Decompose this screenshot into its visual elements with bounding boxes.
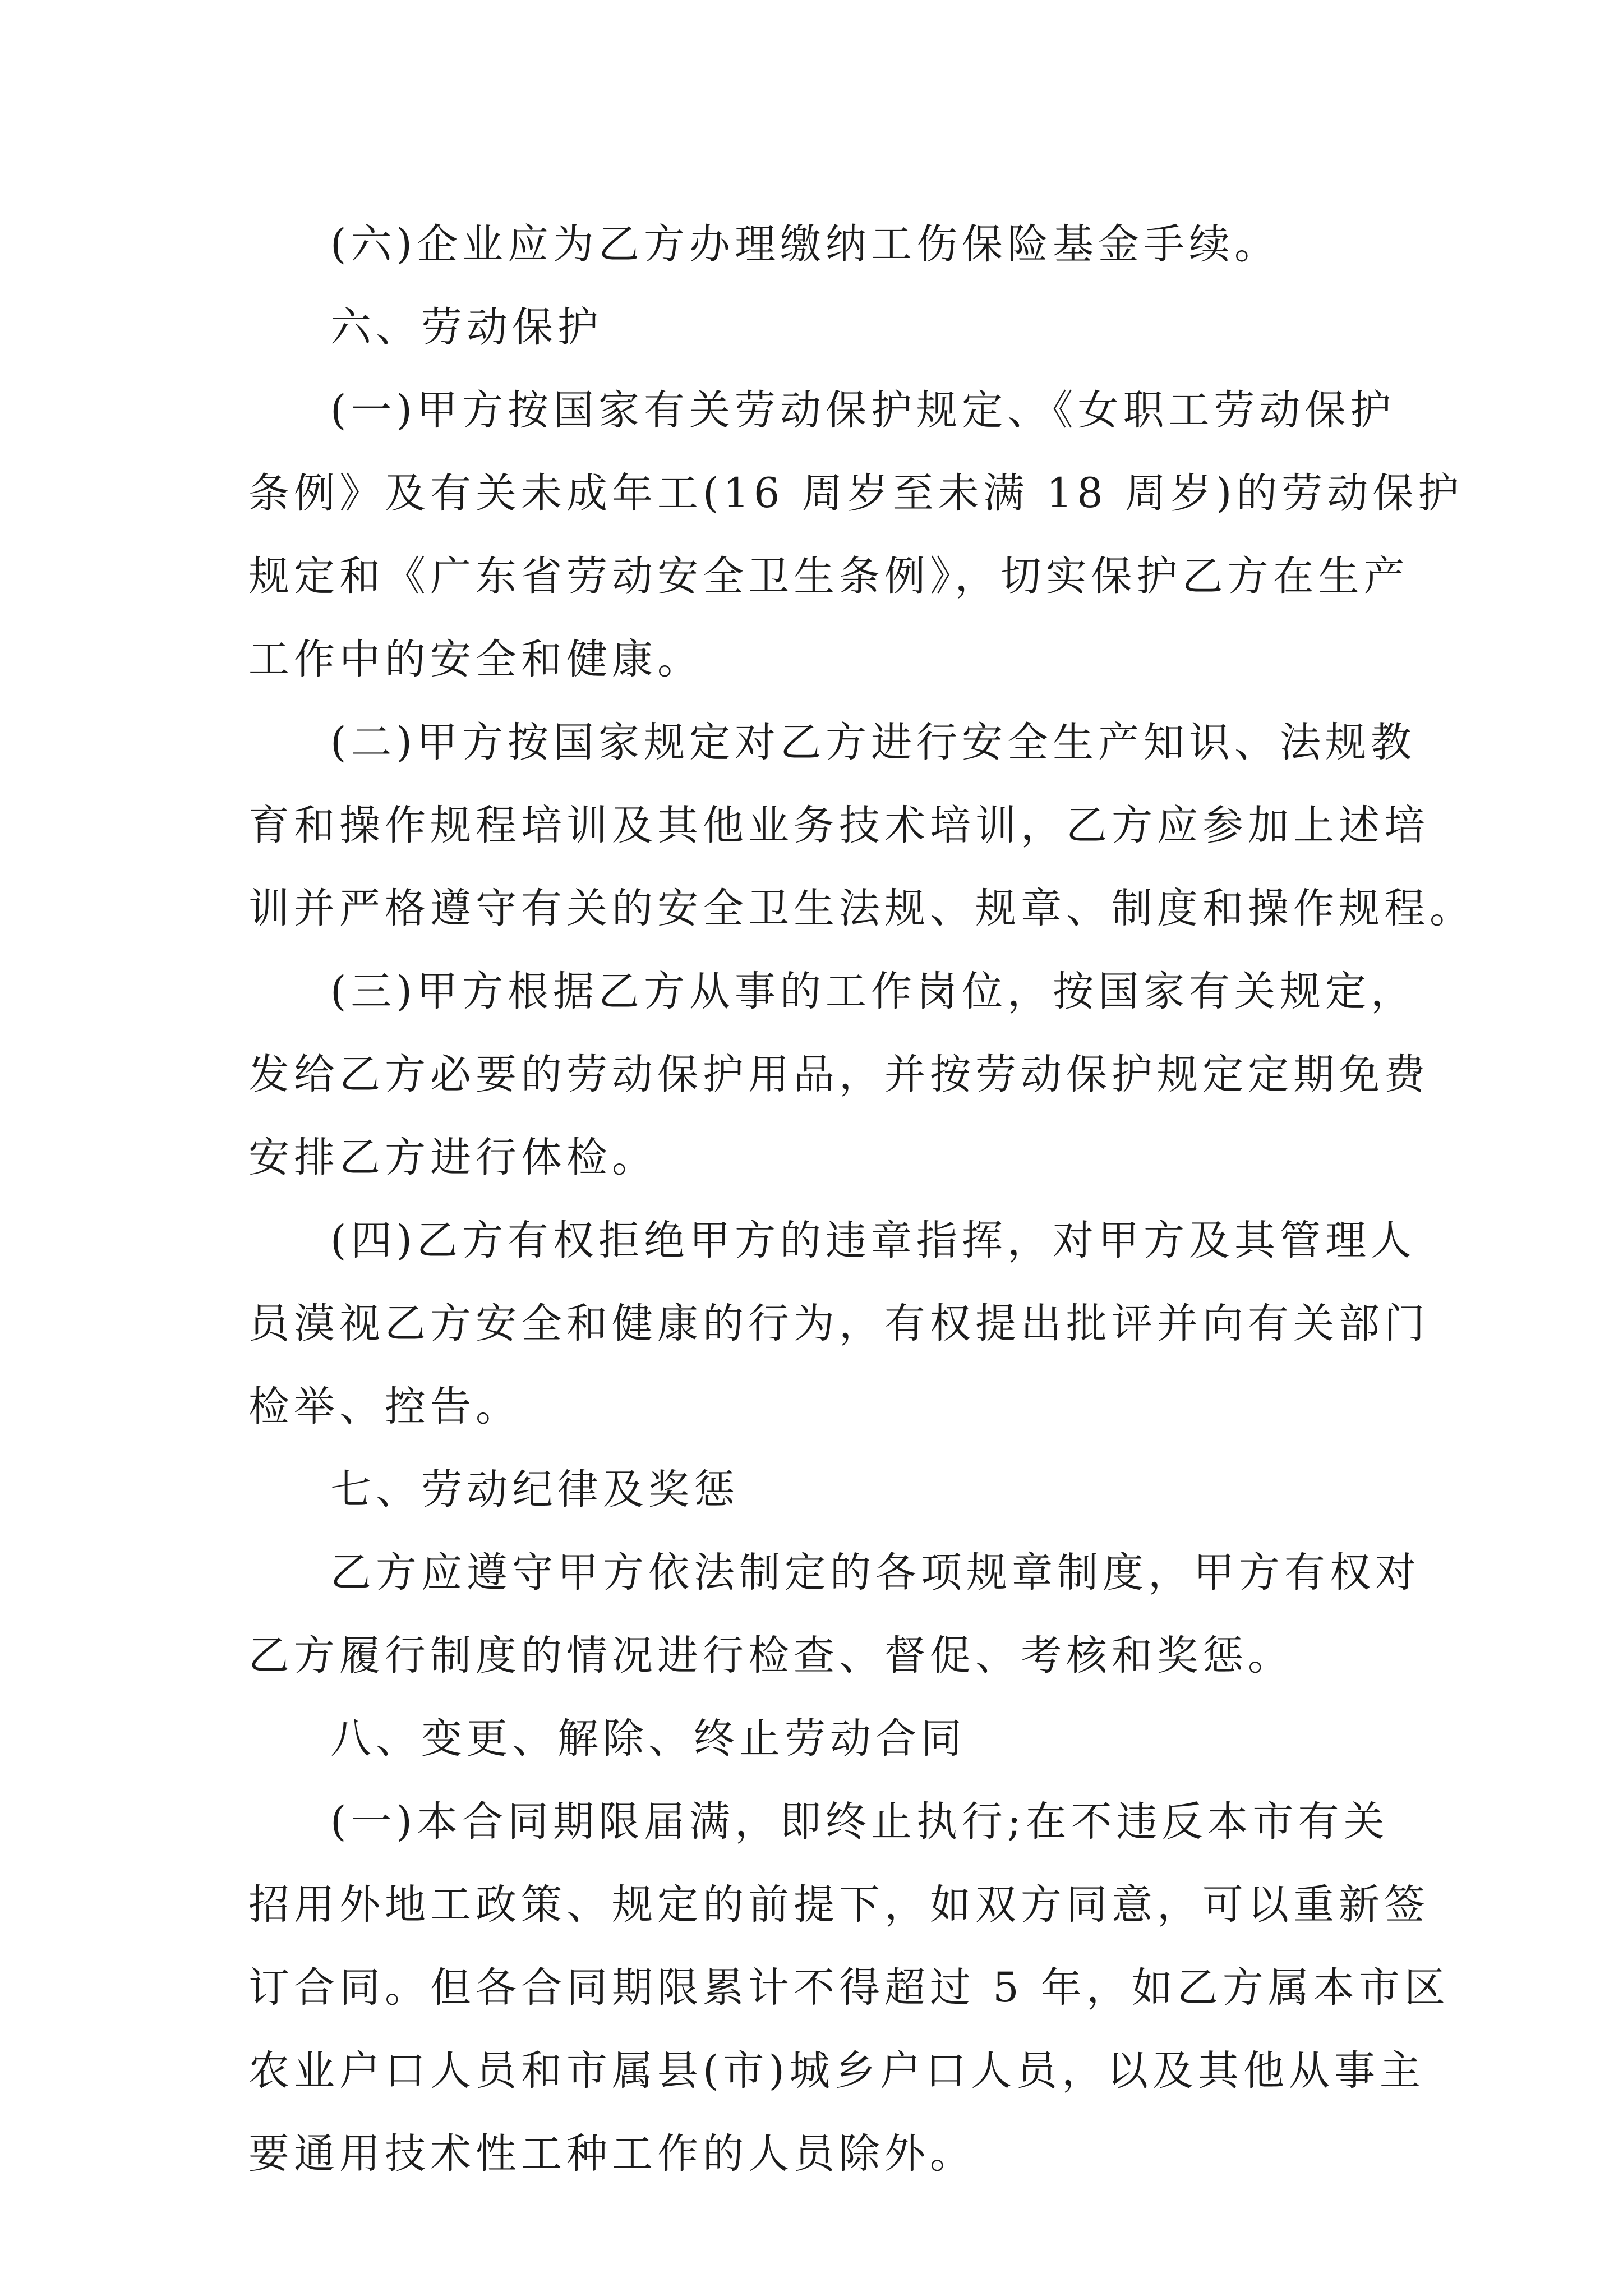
text-line: 乙方应遵守甲方依法制定的各项规章制度，甲方有权对 (330, 1549, 1421, 1596)
text-line: (四)乙方有权拒绝甲方的违章指挥，对甲方及其管理人 (330, 1217, 1416, 1264)
text-line: 条例》及有关未成年工(16 周岁至未满 18 周岁)的劳动保护 (248, 470, 1464, 517)
text-line: 发给乙方必要的劳动保护用品，并按劳动保护规定定期免费 (248, 1051, 1430, 1098)
text-line: 要通用技术性工种工作的人员除外。 (248, 2130, 975, 2178)
section-heading-discipline (248, 1448, 1387, 1531)
text-line: 招用外地工政策、规定的前提下，如双方同意，可以重新签 (248, 1881, 1430, 1929)
text-line: 育和操作规程培训及其他业务技术培训，乙方应参加上述培 (248, 802, 1430, 849)
text-line: 订合同。但各合同期限累计不得超过 5 年，如乙方属本市区 (248, 1964, 1450, 2012)
text-line: (一)甲方按国家有关劳动保护规定、《女职工劳动保护 (330, 386, 1396, 434)
text-line: 农业户口人员和市属县(市)城乡户口人员，以及其他从事主 (248, 2047, 1425, 2095)
text-line: 检举、控告。 (248, 1383, 521, 1430)
text-line: (三)甲方根据乙方从事的工作岗位，按国家有关规定， (330, 968, 1416, 1015)
text-line: (六)企业应为乙方办理缴纳工伤保险基金手续。 (330, 220, 1280, 268)
paragraph-work-injury-insurance (248, 203, 1387, 286)
document-body (248, 203, 1475, 2196)
heading-text: 六、劳动保护 (330, 303, 603, 351)
text-line: 工作中的安全和健康。 (248, 636, 703, 683)
paragraph-contract-expiry (248, 1780, 1450, 2196)
text-line: 安排乙方进行体检。 (248, 1134, 657, 1181)
paragraph-protection-regulations (248, 369, 1464, 701)
section-heading-labor-protection (248, 286, 1387, 369)
section-heading-contract-changes (248, 1697, 1387, 1780)
text-line: 乙方履行制度的情况进行检查、督促、考核和奖惩。 (248, 1632, 1293, 1680)
text-line: (二)甲方按国家规定对乙方进行安全生产知识、法规教 (330, 719, 1416, 766)
paragraph-right-to-refuse (248, 1199, 1430, 1448)
heading-text: 七、劳动纪律及奖惩 (330, 1466, 739, 1513)
text-line: 员漠视乙方安全和健康的行为，有权提出批评并向有关部门 (248, 1300, 1430, 1347)
text-line: 训并严格遵守有关的安全卫生法规、规章、制度和操作规程。 (248, 885, 1475, 932)
text-line: (一)本合同期限届满，即终止执行;在不违反本市有关 (330, 1798, 1389, 1846)
paragraph-rules-compliance (248, 1531, 1421, 1697)
text-line: 规定和《广东省劳动安全卫生条例》，切实保护乙方在生产 (248, 553, 1409, 600)
heading-text: 八、变更、解除、终止劳动合同 (330, 1715, 966, 1763)
paragraph-protective-equipment (248, 950, 1430, 1199)
paragraph-safety-training (248, 701, 1475, 950)
